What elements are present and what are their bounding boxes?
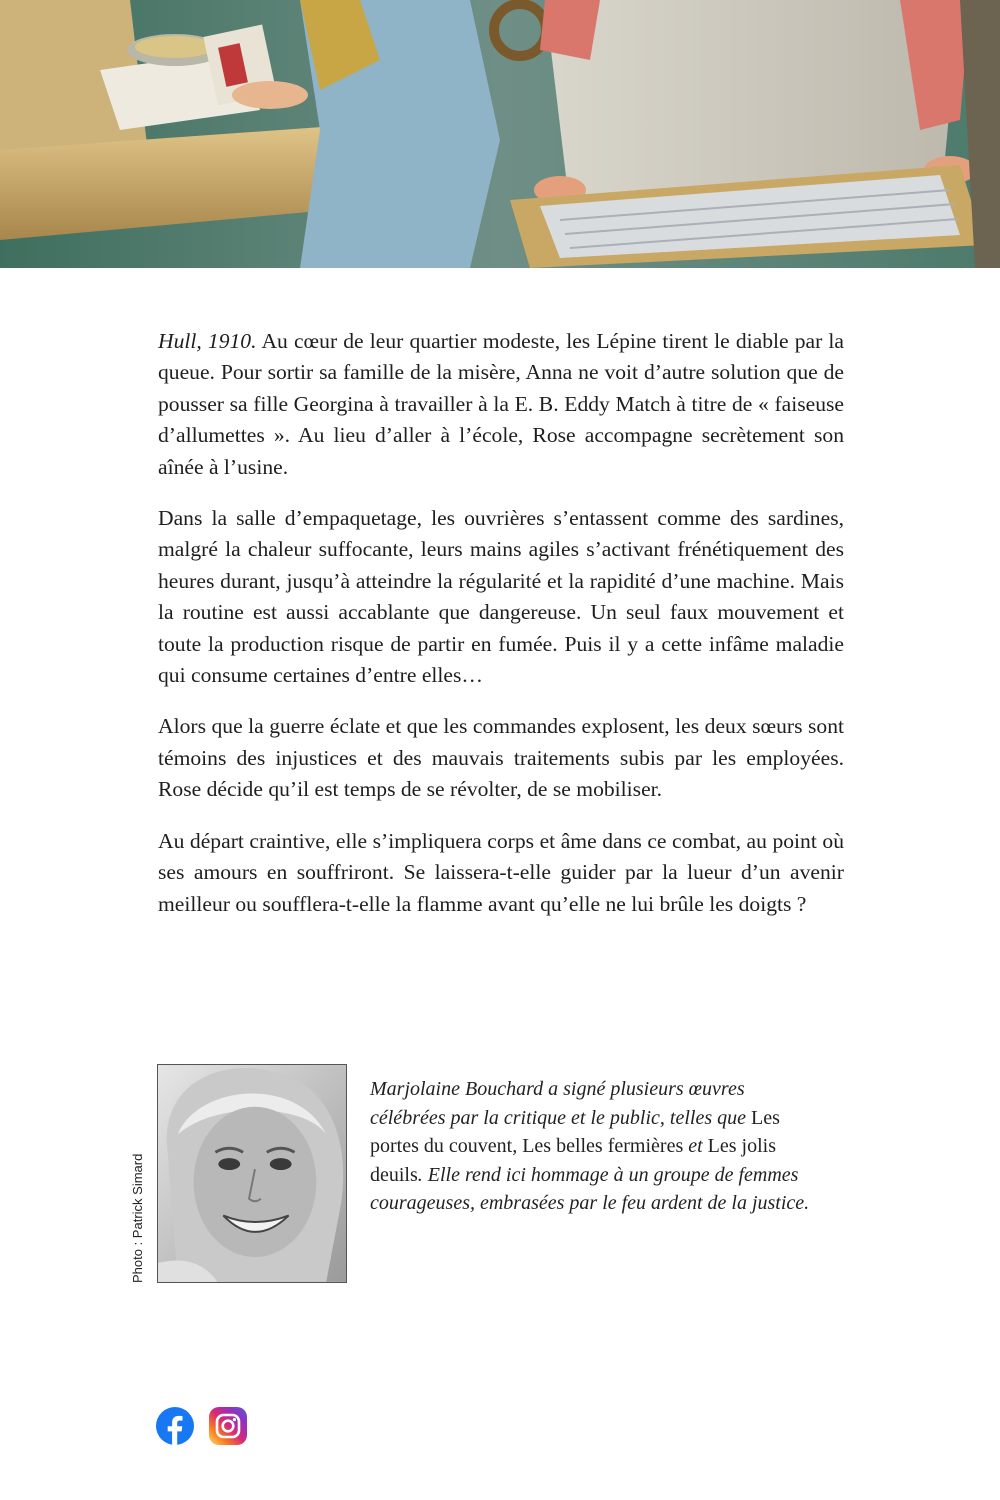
blurb-paragraph-2: Dans la salle d’empaquetage, les ouvrières s’entassent comme des sardines, malgré la chaleur suffocante, leurs mains agiles s’activant frénétiquement des heures durant, jusqu’à atteindre la régularité et la rapidité d’une machine. Mais la routine est aussi accablante que dangereuse. Un seul faux mouvement et toute la production risque de partir en fumée. Puis il y a cette infâme maladie qui consume certaines d’entre elles… <box>158 506 844 688</box>
facebook-icon[interactable] <box>156 1407 194 1445</box>
blurb-paragraph-1-text: Au cœur de leur quartier modeste, les Lépine tirent le diable par la queue. Pour sortir sa famille de la misère, Anna ne voit d’autre solution que de pousser sa fille Georgina à travailler à la E. B. Eddy Match à titre de « faiseuse d’allumettes ». Au lieu d’aller à l’école, Rose accompagne secrètement son aînée à l’usine. <box>158 329 845 479</box>
book-title-2: Les belles fermières <box>522 1135 684 1158</box>
book-title-1: Les portes du couvent <box>370 1106 780 1158</box>
social-links <box>156 1407 247 1445</box>
blurb-paragraph-4: Au départ craintive, elle s’impliquera corps et âme dans ce combat, au point où ses amours en souffriront. Se laissera-t-elle guider par la lueur d’un avenir meilleur ou soufflera-t-elle la flamme avant qu’elle ne lui brûle les doigts ? <box>158 828 844 916</box>
bio-separator-2: et <box>683 1135 708 1158</box>
author-photo <box>157 1064 347 1283</box>
back-cover-blurb <box>158 326 844 940</box>
bio-separator-1: , <box>512 1135 523 1158</box>
cover-painting <box>0 0 1000 268</box>
book-title-3: Les jolis deuils <box>370 1135 777 1186</box>
instagram-icon[interactable] <box>209 1407 247 1445</box>
blurb-paragraph-1 <box>158 326 844 483</box>
matchbox-factory-painting <box>0 0 1000 268</box>
blurb-paragraph-3: Alors que la guerre éclate et que les commandes explosent, les deux sœurs sont témoins des injustices et des mauvais traitements subis par les employées. Rose décide qu’il est temps de se révolter, de se mobiliser. <box>158 714 844 802</box>
photo-credit: Photo : Patrick Simard <box>130 1153 145 1283</box>
blurb-lead: Hull, 1910. <box>158 329 257 353</box>
bio-intro: Marjolaine Bouchard a signé plusieurs œuvres célébrées par la critique et le public, telles que <box>370 1078 751 1129</box>
bio-outro: . Elle rend ici hommage à un groupe de femmes courageuses, embrasées par le feu ardent de la justice. <box>370 1163 810 1215</box>
author-portrait-image <box>158 1065 346 1282</box>
author-bio <box>370 1075 820 1218</box>
